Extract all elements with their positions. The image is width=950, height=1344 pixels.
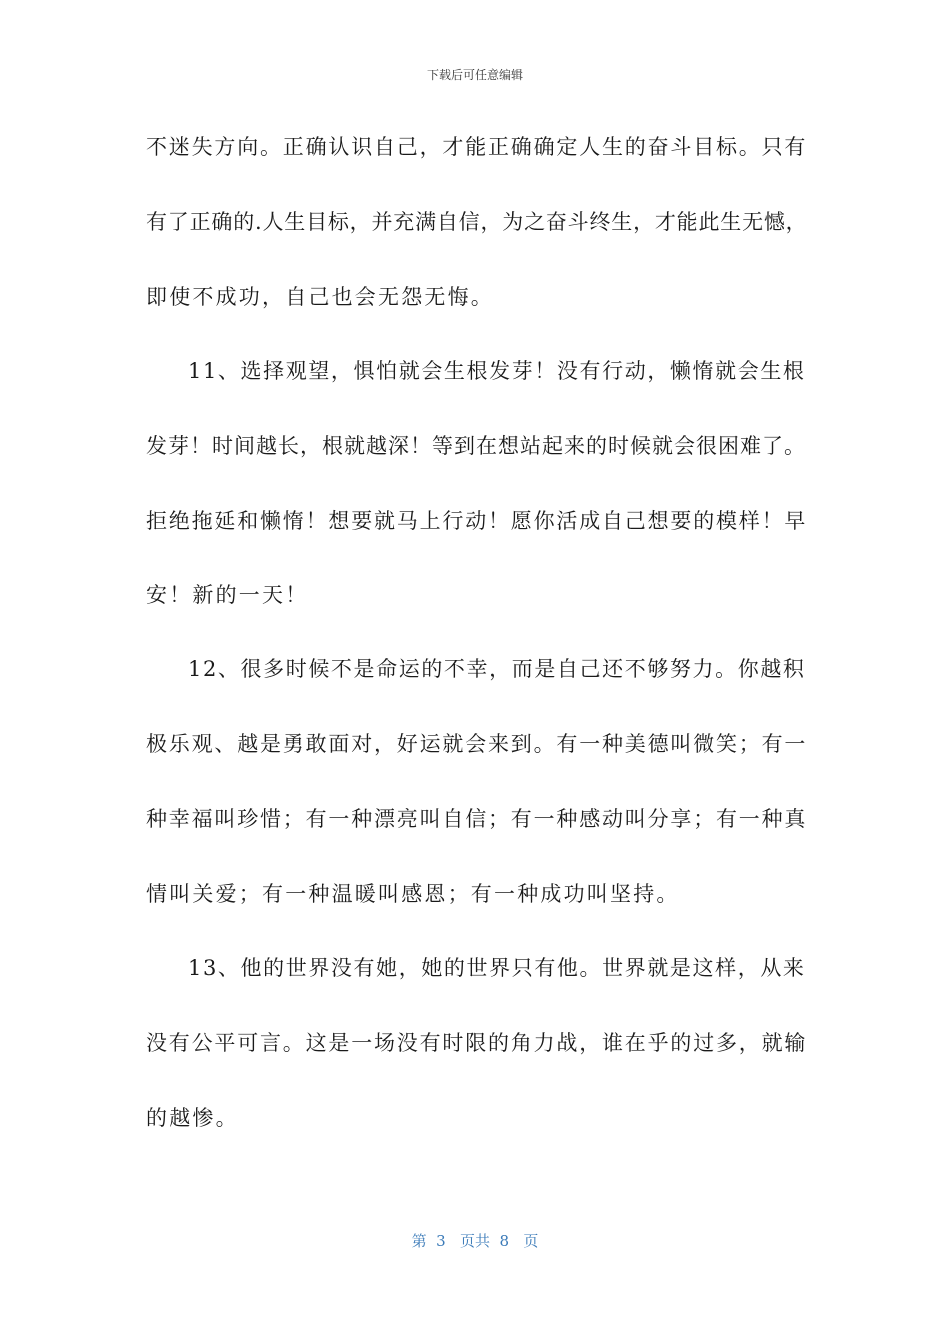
text-line: 有了正确的.人生目标，并充满自信，为之奋斗终生，才能此生无憾， — [146, 210, 808, 234]
paragraph-first-line: 11、选择观望，惧怕就会生根发芽！没有行动，懒惰就会生根 — [188, 359, 806, 383]
text-line: 极乐观、越是勇敢面对，好运就会来到。有一种美德叫微笑；有一 — [146, 732, 808, 756]
text-line: 没有公平可言。这是一场没有时限的角力战，谁在乎的过多，就输 — [146, 1031, 808, 1055]
text-line: 安！新的一天！ — [146, 583, 309, 607]
text-line: 即使不成功，自己也会无怨无悔。 — [146, 285, 494, 309]
text-line: 的越惨。 — [146, 1106, 239, 1130]
text-line: 种幸福叫珍惜；有一种漂亮叫自信；有一种感动叫分享；有一种真 — [146, 807, 808, 831]
text-line: 拒绝拖延和懒惰！想要就马上行动！愿你活成自己想要的模样！早 — [146, 509, 808, 533]
page-header: 下载后可任意编辑 — [426, 68, 523, 82]
paragraph-first-line: 12、很多时候不是命运的不幸，而是自己还不够努力。你越积 — [188, 657, 806, 681]
text-line: 发芽！时间越长，根就越深！等到在想站起来的时候就会很困难了。 — [146, 434, 806, 458]
text-line: 情叫关爱；有一种温暖叫感恩；有一种成功叫坚持。 — [146, 882, 680, 906]
text-line: 不迷失方向。正确认识自己，才能正确确定人生的奋斗目标。只有 — [146, 135, 808, 159]
page-number-footer: 第 3 页共 8 页 — [411, 1232, 539, 1250]
paragraph-first-line: 13、他的世界没有她，她的世界只有他。世界就是这样，从来 — [188, 956, 806, 980]
